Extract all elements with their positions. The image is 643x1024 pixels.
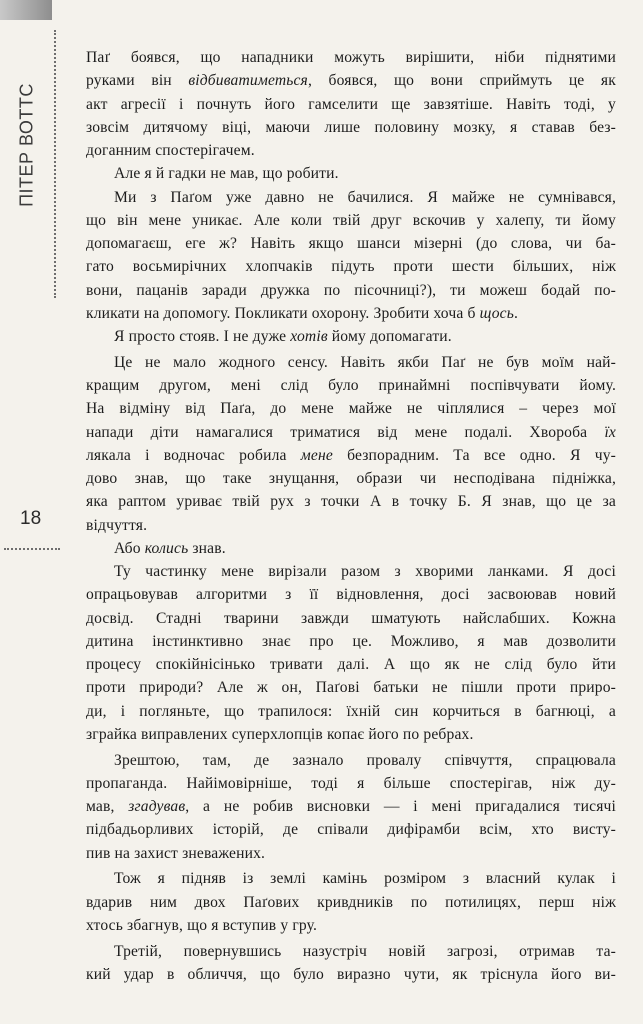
- text-line: Зрештою, там, де зазнало провалу співчуття, спрацювала: [114, 751, 616, 769]
- text-line: Але я й гадки не мав, що робити.: [114, 165, 339, 183]
- text-line: підбадьорливих історій, де співали дифірамби всім, хто висту-: [86, 821, 616, 839]
- text-line: зграйка виправлених суперхлопців копає його по ребрах.: [86, 725, 474, 743]
- text-line: кращим другом, мені слід було принаймні поспівчувати йому.: [86, 377, 616, 394]
- page-number: 18: [20, 508, 42, 529]
- corner-tab-mark: [0, 0, 52, 20]
- text-line: мав, згадував, а не робив висновки — і мені пригадалися тисячі: [86, 798, 617, 815]
- text-line: Третій, повернувшись назустріч новій загрозі, отримав та-: [114, 942, 616, 960]
- body-text: [86, 46, 616, 986]
- text-line: що він мене уникає. Але коли твій друг вскочив у халепу, ти йому: [86, 211, 616, 229]
- dotted-rule-vertical: [54, 30, 56, 298]
- text-line: хтось збагнув, що я вступив у гру.: [86, 916, 318, 934]
- text-line: досвід. Стадні тварини завжди шматують найслабших. Кожна: [86, 609, 616, 627]
- text-line: ди, і погляньте, що трапилося: їхній син корчиться в багнюці, а: [86, 702, 616, 720]
- text-line: доганним спостерігачем.: [86, 142, 255, 159]
- emphasized-word: відбиватиметься: [188, 72, 308, 90]
- text-line: акт агресії і почнуть його гамселити ще завзятіше. Навіть тоді, у: [86, 95, 616, 113]
- emphasized-word: мене: [300, 446, 333, 464]
- text-line: допомагаєш, еге ж? Навіть якщо шанси мізерні (до слова, чи ба-: [86, 235, 616, 252]
- text-line: дитина інстинктивно знає про це. Можливо, я мав дозволити: [86, 632, 616, 650]
- dotted-rule-horizontal: [4, 548, 60, 550]
- text-line: опрацьовував алгоритми з її відновлення, досі засвоював новий: [86, 586, 616, 604]
- text-line: проти природи? Але ж он, Паґові батьки не пішли проти приро-: [86, 679, 616, 697]
- text-line: На відміну від Паґа, до мене майже не чіплялися – через мої: [86, 400, 616, 418]
- text-line: Ми з Паґом уже давно не бачилися. Я майже не сумнівався,: [114, 188, 616, 206]
- text-line: вдарив ним двох Паґових кривдників по потилицях, перш ніж: [86, 893, 616, 911]
- text-line: зовсім дитячому віці, маючи лише половину мозку, я ставав без-: [86, 118, 616, 136]
- text-line: Або колись знав.: [114, 539, 226, 557]
- text-line: яка раптом уриває твій рух з точки А в точку Б. Я знав, що це за: [86, 493, 616, 511]
- emphasized-word: щось: [479, 304, 514, 322]
- emphasized-word: їх: [604, 423, 616, 441]
- text-line: відчуття.: [86, 516, 148, 534]
- text-line: вони, пацанів заради дружка по пісочниці?), ти можеш бодай по-: [86, 281, 616, 299]
- running-head: [6, 70, 48, 220]
- text-line: Паґ боявся, що нападники можуть вирішити, ніби піднятими: [86, 49, 616, 66]
- text-line: Ту частинку мене вирізали разом з хворими ланками. Я досі: [114, 563, 616, 580]
- text-line: процесу спокійнісінько тривати далі. А що як не слід було йти: [86, 656, 616, 673]
- text-line: пропаганда. Найімовірніше, тоді я більше спостерігав, ніж ду-: [86, 774, 616, 792]
- text-line: Тож я підняв із землі камінь розміром з власний кулак і: [114, 870, 616, 888]
- text-line: кликати на допомогу. Покликати охорону. Зробити хоча б щось.: [86, 304, 519, 322]
- text-line: лякала і водночас робила мене безпорадним. Та все одно. Я чу-: [86, 446, 616, 464]
- running-head-author: ПІТЕР ВОТТС: [16, 83, 37, 207]
- emphasized-word: згадував: [128, 798, 186, 815]
- text-line: кий удар в обличчя, що було виразно чути, як тріснула його ви-: [86, 965, 616, 983]
- text-line: пив на захист зневажених.: [86, 844, 266, 862]
- text-line: Це не мало жодного сенсу. Навіть якби Паґ не був моїм най-: [114, 353, 616, 371]
- emphasized-word: колись: [144, 539, 189, 557]
- emphasized-word: хотів: [290, 328, 328, 345]
- text-line: руками він відбиватиметься, боявся, що вони сприймуть це як: [86, 72, 616, 90]
- text-line: Я просто стояв. І не дуже хотів йому допомагати.: [114, 328, 452, 345]
- text-line: гато восьмирічних хлопчаків підуть проти шести більших, ніж: [86, 258, 616, 276]
- text-line: напади діти намагалися триматися від мене подалі. Хвороба їх: [86, 423, 616, 441]
- page-bottom-fade: [60, 1012, 643, 1024]
- text-line: дово знав, що таке знущання, образи чи несподівана підніжка,: [86, 470, 616, 487]
